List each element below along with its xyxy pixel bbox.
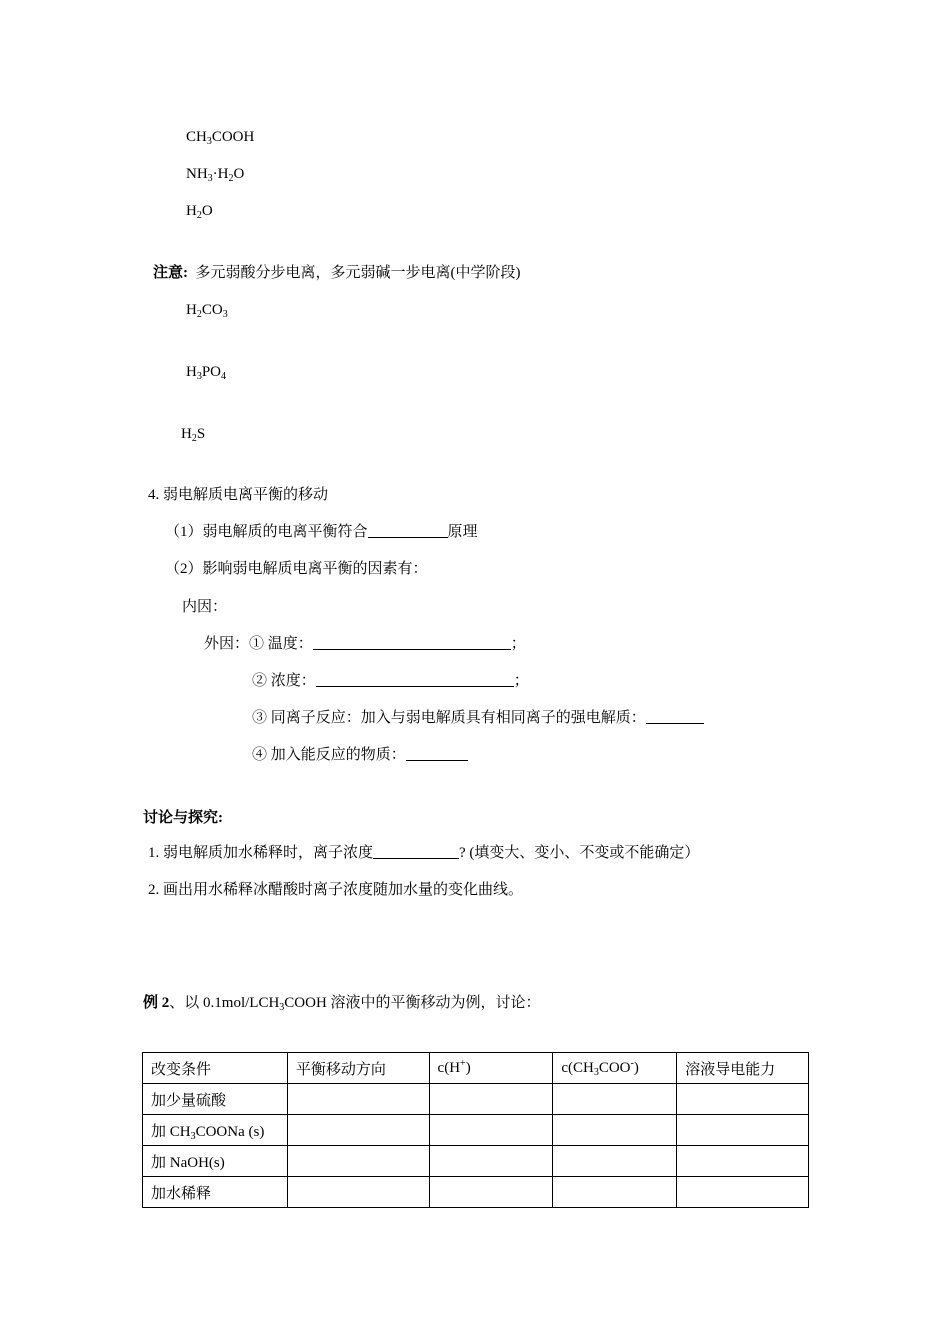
table-row [143, 1146, 809, 1177]
table-cell[interactable] [677, 1177, 809, 1208]
table-cell[interactable] [553, 1084, 677, 1115]
external-factor-common-ion: ③ 同离子反应：加入与弱电解质具有相同离子的强电解质： [252, 708, 704, 728]
blank-principle[interactable] [368, 522, 448, 538]
blank-common-ion[interactable] [646, 708, 704, 724]
external-factor-temperature: 外因：① 温度： ； [204, 636, 526, 652]
example2-label: 例 2 [143, 995, 170, 1011]
blank-ion-concentration[interactable] [373, 843, 459, 859]
note-text: 多元弱酸分步电离，多元弱碱一步电离(中学阶段) [195, 265, 521, 281]
header-h-concentration: c(H+) [429, 1053, 553, 1084]
table-row [143, 1177, 809, 1208]
table-cell[interactable] [287, 1146, 429, 1177]
table-cell[interactable] [287, 1084, 429, 1115]
row-label: 加 $CH_3COONa$ (s) [143, 1115, 288, 1146]
table-cell[interactable] [677, 1084, 809, 1115]
external-factor-concentration: ② 浓度： ； [252, 673, 529, 689]
row-label: 加少量硫酸 [143, 1084, 288, 1115]
header-acetate-concentration: $c(CH_3COO^-)$ [553, 1053, 677, 1084]
table-header-row [143, 1053, 809, 1084]
header-shift-direction: 平衡移动方向 [287, 1053, 429, 1084]
section4-title: 4. 弱电解质电离平衡的移动 [148, 487, 329, 503]
discussion-q1: 1. 弱电解质加水稀释时，离子浓度 ? (填变大、变小、不变或不能确定） [148, 845, 700, 861]
section4-item2: （2）影响弱电解质电离平衡的因素有： [165, 561, 428, 577]
section4-item1: （1）弱电解质的电离平衡符合 原理 [165, 524, 478, 540]
table-cell[interactable] [429, 1115, 553, 1146]
blank-temperature[interactable] [313, 634, 511, 650]
note-label: 注意: [153, 265, 188, 281]
header-condition: 改变条件 [143, 1053, 288, 1084]
table-cell[interactable] [429, 1146, 553, 1177]
table-cell[interactable] [429, 1177, 553, 1208]
table-cell[interactable] [287, 1177, 429, 1208]
blank-reactive[interactable] [406, 745, 468, 761]
table-cell[interactable] [553, 1177, 677, 1208]
table-cell[interactable] [677, 1115, 809, 1146]
internal-factor: 内因： [182, 599, 228, 615]
example2-line: 例 2、以 $0.1mol/LCH_3COOH$ 溶液中的平衡移动为例，讨论： [143, 995, 541, 1013]
table-row [143, 1115, 809, 1146]
external-factor-reactive: ④ 加入能反应的物质： [252, 745, 468, 765]
formula-water: $H_2O$ [186, 203, 213, 221]
table-cell[interactable] [429, 1084, 553, 1115]
row-label: 加 NaOH(s) [143, 1146, 288, 1177]
row-label: 加水稀释 [143, 1177, 288, 1208]
table-cell[interactable] [287, 1115, 429, 1146]
formula-phosphoric-acid: $H_3PO_4$ [186, 364, 227, 382]
equilibrium-shift-table [142, 1052, 809, 1208]
formula-hydrosulfuric-acid: $H_2S$ [181, 426, 206, 444]
table-row [143, 1084, 809, 1115]
table-cell[interactable] [553, 1115, 677, 1146]
header-conductivity: 溶液导电能力 [677, 1053, 809, 1084]
blank-concentration[interactable] [316, 671, 514, 687]
formula-ammonia-water: $NH_3\cdot H_2O$ [186, 166, 245, 184]
discussion-title: 讨论与探究: [143, 810, 223, 826]
note-line [153, 263, 521, 283]
table-cell[interactable] [553, 1146, 677, 1177]
discussion-q2: 2. 画出用水稀释冰醋酸时离子浓度随加水量的变化曲线。 [148, 882, 524, 898]
formula-acetic-acid: $CH_3COOH$ [186, 129, 255, 147]
table-cell[interactable] [677, 1146, 809, 1177]
formula-carbonic-acid: $H_2CO_3$ [186, 302, 228, 320]
